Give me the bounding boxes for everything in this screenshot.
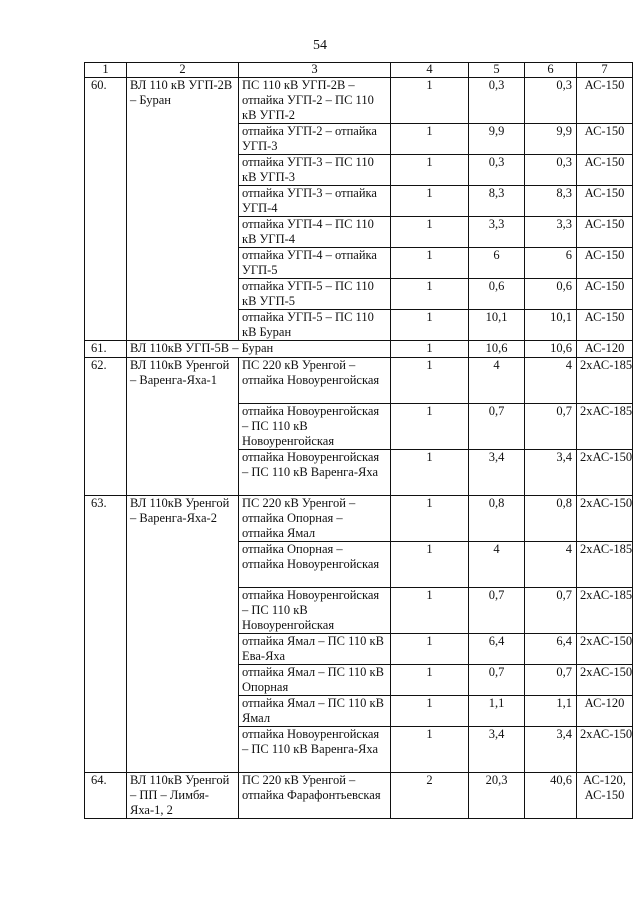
table-row — [85, 358, 633, 404]
section-cell: отпайка Новоуренгойская – ПС 110 кВ Новоуренгойская — [239, 404, 391, 450]
wire-type-cell: АС-150 — [577, 248, 633, 279]
row-number-cell: 60. — [85, 78, 127, 341]
circuits-cell: 1 — [391, 696, 469, 727]
circuits-cell: 1 — [391, 542, 469, 588]
wire-type-cell: 2хАС-150 — [577, 727, 633, 773]
wire-type-cell: АС-120 — [577, 341, 633, 358]
column-header: 3 — [239, 63, 391, 78]
circuit-length-cell: 9,9 — [525, 124, 577, 155]
section-cell: отпайка Ямал – ПС 110 кВ Ева-Яха — [239, 634, 391, 665]
circuit-length-cell: 0,7 — [525, 665, 577, 696]
circuit-length-cell: 3,4 — [525, 727, 577, 773]
wire-type-cell: 2хАС-150 — [577, 634, 633, 665]
wire-type-cell: АС-150 — [577, 310, 633, 341]
line-name-cell: ВЛ 110кВ Уренгой – ПП – Лимбя-Яха-1, 2 — [127, 773, 239, 819]
circuits-cell: 1 — [391, 124, 469, 155]
section-cell: отпайка Новоуренгойская – ПС 110 кВ Варенга-Яха — [239, 450, 391, 496]
circuits-cell: 1 — [391, 78, 469, 124]
circuits-cell: 1 — [391, 248, 469, 279]
circuits-cell: 1 — [391, 186, 469, 217]
power-lines-table — [84, 62, 633, 819]
circuit-length-cell: 3,3 — [525, 217, 577, 248]
route-length-cell: 10,6 — [469, 341, 525, 358]
section-cell: отпайка УГП-3 – отпайка УГП-4 — [239, 186, 391, 217]
circuit-length-cell: 0,3 — [525, 155, 577, 186]
wire-type-cell: 2хАС-150 — [577, 496, 633, 542]
wire-type-cell: 2хАС-185 — [577, 358, 633, 404]
wire-type-cell: 2хАС-150 — [577, 665, 633, 696]
circuits-cell: 1 — [391, 341, 469, 358]
line-name-cell: ВЛ 110кВ Уренгой – Варенга-Яха-1 — [127, 358, 239, 496]
route-length-cell: 3,3 — [469, 217, 525, 248]
circuits-cell: 1 — [391, 217, 469, 248]
route-length-cell: 0,7 — [469, 588, 525, 634]
circuits-cell: 2 — [391, 773, 469, 819]
table-row — [85, 773, 633, 819]
route-length-cell: 0,3 — [469, 78, 525, 124]
line-name-cell: ВЛ 110кВ Уренгой – Варенга-Яха-2 — [127, 496, 239, 773]
circuits-cell: 1 — [391, 358, 469, 404]
section-cell: ПС 220 кВ Уренгой – отпайка Фарафонтьевская — [239, 773, 391, 819]
wire-type-cell: 2хАС-185 — [577, 404, 633, 450]
wire-type-cell: АС-120, АС-150 — [577, 773, 633, 819]
route-length-cell: 8,3 — [469, 186, 525, 217]
header-row — [85, 63, 633, 78]
column-header: 2 — [127, 63, 239, 78]
route-length-cell: 0,6 — [469, 279, 525, 310]
route-length-cell: 3,4 — [469, 727, 525, 773]
section-cell: отпайка Ямал – ПС 110 кВ Опорная — [239, 665, 391, 696]
section-cell: отпайка УГП-3 – ПС 110 кВ УГП-3 — [239, 155, 391, 186]
column-header: 5 — [469, 63, 525, 78]
table-body — [85, 78, 633, 819]
circuit-length-cell: 1,1 — [525, 696, 577, 727]
row-number-cell: 62. — [85, 358, 127, 496]
route-length-cell: 1,1 — [469, 696, 525, 727]
circuits-cell: 1 — [391, 634, 469, 665]
column-header: 4 — [391, 63, 469, 78]
route-length-cell: 0,3 — [469, 155, 525, 186]
column-header: 6 — [525, 63, 577, 78]
row-number-cell: 63. — [85, 496, 127, 773]
circuit-length-cell: 8,3 — [525, 186, 577, 217]
circuit-length-cell: 0,3 — [525, 78, 577, 124]
wire-type-cell: 2хАС-150 — [577, 450, 633, 496]
route-length-cell: 10,1 — [469, 310, 525, 341]
circuit-length-cell: 0,8 — [525, 496, 577, 542]
route-length-cell: 0,7 — [469, 665, 525, 696]
section-cell: отпайка Новоуренгойская – ПС 110 кВ Варенга-Яха — [239, 727, 391, 773]
column-header: 7 — [577, 63, 633, 78]
wire-type-cell: АС-150 — [577, 217, 633, 248]
circuits-cell: 1 — [391, 727, 469, 773]
page-number: 54 — [313, 38, 327, 53]
circuits-cell: 1 — [391, 496, 469, 542]
wire-type-cell: АС-150 — [577, 155, 633, 186]
line-name-cell: ВЛ 110кВ УГП-5В – Буран — [127, 341, 391, 358]
wire-type-cell: 2хАС-185 — [577, 588, 633, 634]
circuit-length-cell: 6,4 — [525, 634, 577, 665]
circuit-length-cell: 40,6 — [525, 773, 577, 819]
circuit-length-cell: 6 — [525, 248, 577, 279]
row-number-cell: 61. — [85, 341, 127, 358]
table-row — [85, 78, 633, 124]
section-cell: ПС 220 кВ Уренгой – отпайка Новоуренгойская — [239, 358, 391, 404]
route-length-cell: 0,8 — [469, 496, 525, 542]
circuits-cell: 1 — [391, 279, 469, 310]
section-cell: отпайка УГП-4 – отпайка УГП-5 — [239, 248, 391, 279]
circuits-cell: 1 — [391, 155, 469, 186]
route-length-cell: 6,4 — [469, 634, 525, 665]
section-cell: отпайка Опорная – отпайка Новоуренгойская — [239, 542, 391, 588]
section-cell: отпайка Ямал – ПС 110 кВ Ямал — [239, 696, 391, 727]
route-length-cell: 3,4 — [469, 450, 525, 496]
circuit-length-cell: 4 — [525, 358, 577, 404]
route-length-cell: 0,7 — [469, 404, 525, 450]
wire-type-cell: АС-150 — [577, 186, 633, 217]
table-row — [85, 496, 633, 542]
route-length-cell: 4 — [469, 542, 525, 588]
route-length-cell: 20,3 — [469, 773, 525, 819]
section-cell: ПС 110 кВ УГП-2В – отпайка УГП-2 – ПС 110 кВ УГП-2 — [239, 78, 391, 124]
route-length-cell: 4 — [469, 358, 525, 404]
route-length-cell: 9,9 — [469, 124, 525, 155]
section-cell: отпайка УГП-5 – ПС 110 кВ УГП-5 — [239, 279, 391, 310]
wire-type-cell: АС-150 — [577, 78, 633, 124]
wire-type-cell: АС-150 — [577, 124, 633, 155]
circuit-length-cell: 10,6 — [525, 341, 577, 358]
row-number-cell: 64. — [85, 773, 127, 819]
circuit-length-cell: 3,4 — [525, 450, 577, 496]
lines-table-wrapper — [84, 62, 633, 819]
circuit-length-cell: 0,6 — [525, 279, 577, 310]
circuits-cell: 1 — [391, 404, 469, 450]
section-cell: отпайка Новоуренгойская – ПС 110 кВ Новоуренгойская — [239, 588, 391, 634]
circuit-length-cell: 0,7 — [525, 404, 577, 450]
column-header: 1 — [85, 63, 127, 78]
circuit-length-cell: 10,1 — [525, 310, 577, 341]
circuits-cell: 1 — [391, 588, 469, 634]
table-row — [85, 341, 633, 358]
circuit-length-cell: 0,7 — [525, 588, 577, 634]
section-cell: отпайка УГП-4 – ПС 110 кВ УГП-4 — [239, 217, 391, 248]
circuit-length-cell: 4 — [525, 542, 577, 588]
section-cell: отпайка УГП-2 – отпайка УГП-3 — [239, 124, 391, 155]
wire-type-cell: АС-120 — [577, 696, 633, 727]
section-cell: ПС 220 кВ Уренгой – отпайка Опорная – отпайка Ямал — [239, 496, 391, 542]
wire-type-cell: АС-150 — [577, 279, 633, 310]
circuits-cell: 1 — [391, 310, 469, 341]
line-name-cell: ВЛ 110 кВ УГП-2В – Буран — [127, 78, 239, 341]
wire-type-cell: 2хАС-185 — [577, 542, 633, 588]
circuits-cell: 1 — [391, 450, 469, 496]
section-cell: отпайка УГП-5 – ПС 110 кВ Буран — [239, 310, 391, 341]
circuits-cell: 1 — [391, 665, 469, 696]
route-length-cell: 6 — [469, 248, 525, 279]
